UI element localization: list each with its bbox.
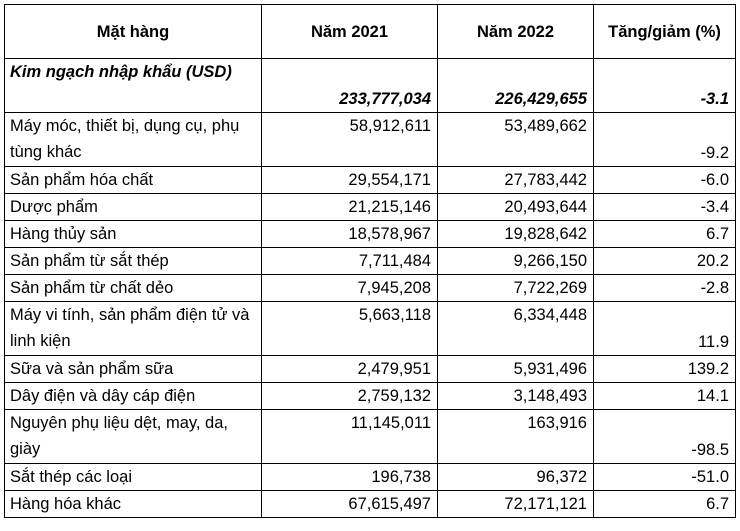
row-2021: 5,663,118 — [262, 302, 438, 356]
table-row — [5, 491, 736, 518]
row-2022: 27,783,442 — [438, 167, 594, 194]
row-2022: 6,334,448 — [438, 302, 594, 356]
table-row — [5, 464, 736, 491]
row-name: Sản phẩm hóa chất — [5, 167, 262, 194]
row-2021: 2,759,132 — [262, 383, 438, 410]
table-row — [5, 356, 736, 383]
row-2022: 96,372 — [438, 464, 594, 491]
row-change: 139.2 — [594, 356, 736, 383]
header-change: Tăng/giảm (%) — [594, 5, 736, 59]
row-2021: 21,215,146 — [262, 194, 438, 221]
row-change: 11.9 — [594, 302, 736, 356]
row-change: -9.2 — [594, 113, 736, 167]
row-2022: 163,916 — [438, 410, 594, 464]
table-row — [5, 302, 736, 356]
row-2022: 72,171,121 — [438, 491, 594, 518]
table-row — [5, 221, 736, 248]
row-2021: 18,578,967 — [262, 221, 438, 248]
row-change: -6.0 — [594, 167, 736, 194]
row-2021: 196,738 — [262, 464, 438, 491]
total-name: Kim ngạch nhập khẩu (USD) — [5, 59, 262, 113]
total-2021: 233,777,034 — [262, 59, 438, 113]
header-year-2021: Năm 2021 — [262, 5, 438, 59]
table-row — [5, 383, 736, 410]
row-name: Hàng hóa khác — [5, 491, 262, 518]
row-2022: 53,489,662 — [438, 113, 594, 167]
row-name: Máy vi tính, sản phẩm điện tử và linh kiện — [5, 302, 262, 356]
row-name: Sắt thép các loại — [5, 464, 262, 491]
row-2021: 58,912,611 — [262, 113, 438, 167]
row-2022: 19,828,642 — [438, 221, 594, 248]
row-2022: 7,722,269 — [438, 275, 594, 302]
row-2021: 7,945,208 — [262, 275, 438, 302]
row-2021: 29,554,171 — [262, 167, 438, 194]
row-2021: 7,711,484 — [262, 248, 438, 275]
table-row — [5, 248, 736, 275]
row-name: Sản phẩm từ sắt thép — [5, 248, 262, 275]
import-table — [4, 4, 736, 518]
row-change: 6.7 — [594, 491, 736, 518]
total-row — [5, 59, 736, 113]
row-2022: 3,148,493 — [438, 383, 594, 410]
header-year-2022: Năm 2022 — [438, 5, 594, 59]
header-row — [5, 5, 736, 59]
table-row — [5, 275, 736, 302]
row-change: 20.2 — [594, 248, 736, 275]
row-name: Dây điện và dây cáp điện — [5, 383, 262, 410]
row-name: Máy móc, thiết bị, dụng cụ, phụ tùng khác — [5, 113, 262, 167]
row-change: -51.0 — [594, 464, 736, 491]
row-name: Nguyên phụ liệu dệt, may, da, giày — [5, 410, 262, 464]
row-name: Sản phẩm từ chất dẻo — [5, 275, 262, 302]
row-change: -3.4 — [594, 194, 736, 221]
total-change: -3.1 — [594, 59, 736, 113]
table-row — [5, 167, 736, 194]
row-2021: 2,479,951 — [262, 356, 438, 383]
total-2022: 226,429,655 — [438, 59, 594, 113]
row-change: 14.1 — [594, 383, 736, 410]
row-2021: 67,615,497 — [262, 491, 438, 518]
row-2022: 9,266,150 — [438, 248, 594, 275]
table-row — [5, 410, 736, 464]
table-row — [5, 113, 736, 167]
row-2022: 20,493,644 — [438, 194, 594, 221]
header-item: Mặt hàng — [5, 5, 262, 59]
row-name: Dược phẩm — [5, 194, 262, 221]
table-row — [5, 194, 736, 221]
row-name: Hàng thủy sản — [5, 221, 262, 248]
row-change: -98.5 — [594, 410, 736, 464]
row-name: Sữa và sản phẩm sữa — [5, 356, 262, 383]
row-change: -2.8 — [594, 275, 736, 302]
row-2021: 11,145,011 — [262, 410, 438, 464]
row-change: 6.7 — [594, 221, 736, 248]
row-2022: 5,931,496 — [438, 356, 594, 383]
